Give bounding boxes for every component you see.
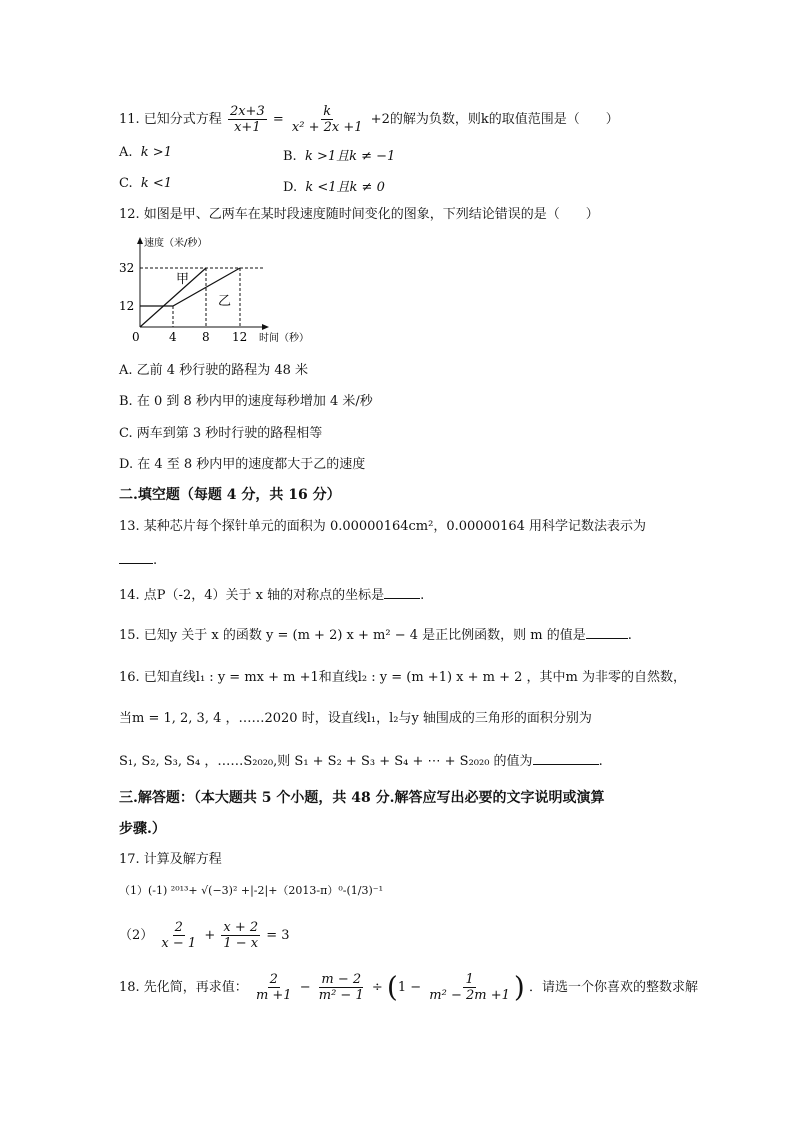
q11-tail: +2的解为负数，则k的取值范围是（ ） — [370, 112, 619, 127]
q12-stem: 12. 如图是甲、乙两车在某时段速度随时间变化的图象，下列结论错误的是（ ） — [119, 207, 599, 222]
q17-fraction-2: $\frac{x + 2}{1 - x}$ — [223, 920, 259, 951]
speed-time-graph — [119, 235, 319, 347]
series-label-jia: 甲 — [176, 272, 190, 287]
q17-part-1: （1）(-1) ²⁰¹³+ √(−3)² +|-2|+（2013-π）⁰-(1/3)⁻¹ — [119, 884, 383, 897]
q18-fraction-3: $\frac{1}{\text{m² − 2m +1}}$ — [429, 972, 510, 1003]
section-3-heading-line-1: 三.解答题：（本大题共 5 个小题，共 48 分.解答应写出必要的文字说明或演算 — [119, 790, 605, 806]
q18-fraction-2: $\frac{m - 2}{\text{m² − 1}}$ — [318, 972, 364, 1003]
q11-option-c: C. k <1 — [119, 176, 173, 191]
question-11: 11. 已知分式方程 $\frac{2x+3}{x+1}$ = $\frac{k}{\text{x² + 2x +1}}$ +2的解为负数，则k的取值范围是（ ） — [119, 104, 619, 135]
y-tick-12: 12 — [119, 299, 135, 313]
x-axis-label: 时间（秒） — [259, 333, 309, 344]
section-2-heading: 二.填空题（每题 4 分，共 16 分） — [119, 487, 341, 503]
q13-line-2: . — [119, 551, 157, 570]
q11-option-a: A. k >1 — [119, 145, 172, 160]
q11-option-d: D. k <1且k ≠ 0 — [283, 180, 385, 195]
q16-line-3: S₁, S₂, S₃, S₄ ，……S₂₀₂₀,则 S₁ + S₂ + S₃ + S₄ + ⋯ + S₂₀₂₀ 的值为 . — [119, 754, 603, 769]
q12-option-b: B. 在 0 到 8 秒内甲的速度每秒增加 4 米/秒 — [119, 394, 373, 409]
q14: 14. 点P（-2，4）关于 x 轴的对称点的坐标是 . — [119, 588, 425, 603]
q17-part-2: （2） $\frac{2}{x - 1}$ + $\frac{x + 2}{1 - x}$ = 3 — [119, 920, 290, 951]
q13-line-1: 13. 某种芯片每个探针单元的面积为 0.00000164cm²，0.00000164 用科学记数法表示为 — [119, 519, 647, 534]
x-tick-8: 8 — [202, 330, 210, 344]
y-axis-label: 速度（米/秒） — [144, 238, 208, 249]
q15: 15. 已知y 关于 x 的函数 y = (m + 2) x + m² − 4 是正比例函数，则 m 的值是 . — [119, 628, 632, 643]
q17-stem: 17. 计算及解方程 — [119, 852, 222, 867]
q17-fraction-1: $\frac{2}{x - 1}$ — [161, 920, 197, 951]
q16-line-2: 当m = 1, 2, 3, 4 ，……2020 时，设直线l₁，l₂与y 轴围成的三角形的面积分别为 — [119, 711, 592, 726]
q12-option-a: A. 乙前 4 秒行驶的路程为 48 米 — [119, 363, 308, 378]
q11-fraction-2: $\frac{k}{\text{x² + 2x +1}}$ — [291, 104, 363, 135]
q15-answer-blank — [586, 626, 628, 639]
x-axis-arrow — [262, 324, 269, 330]
q13-answer-blank — [119, 551, 153, 564]
q14-answer-blank — [384, 586, 420, 599]
section-3-heading-line-2: 步骤.） — [119, 821, 166, 837]
q12-option-d: D. 在 4 至 8 秒内甲的速度都大于乙的速度 — [119, 457, 366, 472]
q12-option-c: C. 两车到第 3 秒时行驶的路程相等 — [119, 426, 323, 441]
q18-fraction-1: $\frac{2}{m +1}$ — [255, 972, 292, 1003]
x-tick-4: 4 — [169, 330, 177, 344]
y-tick-32: 32 — [119, 261, 135, 275]
x-tick-0: 0 — [132, 330, 140, 344]
y-axis-arrow — [137, 237, 143, 244]
q11-option-b: B. k >1且k ≠ −1 — [283, 149, 396, 164]
q11-fraction-1: $\frac{2x+3}{x+1}$ — [229, 104, 265, 135]
series-label-yi: 乙 — [218, 294, 232, 309]
q16-line-1: 16. 已知直线l₁ : y = mx + m +1和直线l₂ : y = (m +1) x + m + 2 ，其中m 为非零的自然数， — [119, 670, 687, 685]
q16-answer-blank — [533, 752, 599, 765]
q18: 18. 先化简，再求值： $\frac{2}{m +1}$ − $\frac{m - 2}{\text{m² − 1}}$ ÷ (1 − $\frac{1}{\text{m² − 2m +1}}$ ) ．请选一个你喜欢的整数求解 — [119, 970, 698, 1004]
x-tick-12: 12 — [232, 330, 248, 344]
q11-prefix: 11. 已知分式方程 — [119, 112, 222, 127]
